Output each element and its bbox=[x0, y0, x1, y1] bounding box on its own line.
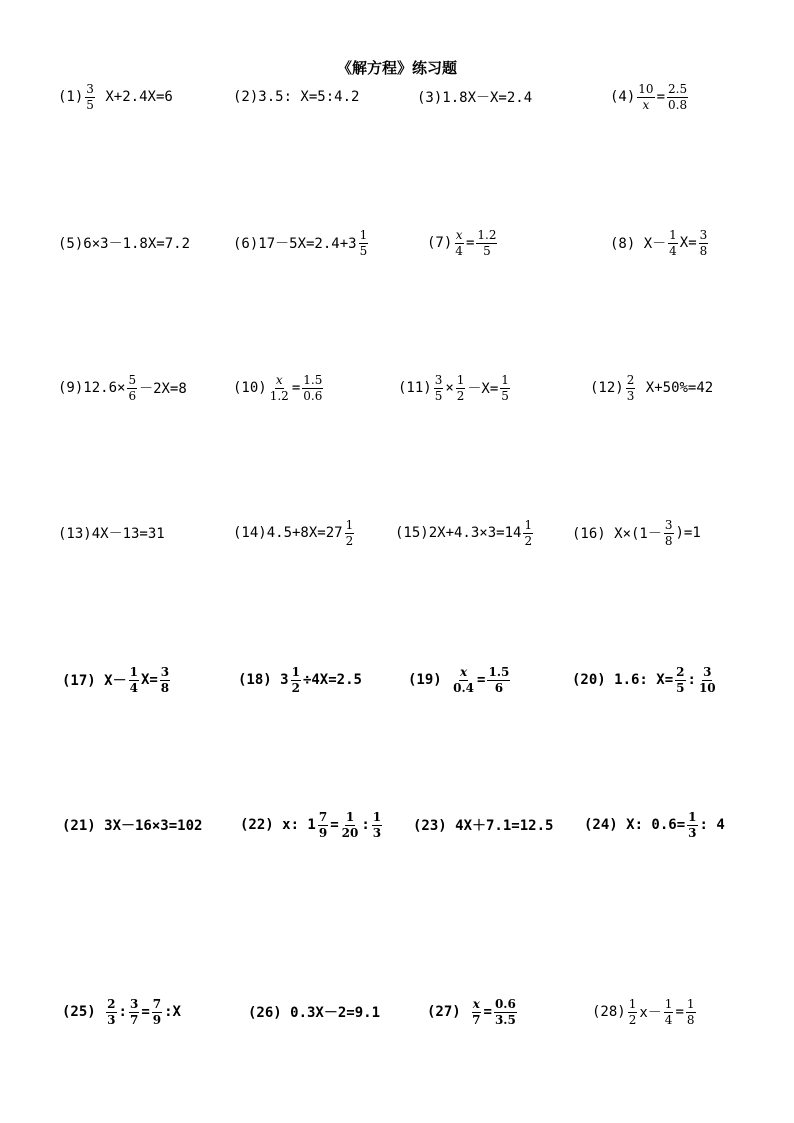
equation-problem bbox=[58, 77, 173, 117]
equation-problem bbox=[395, 513, 535, 553]
fraction-numerator: 3 bbox=[699, 227, 708, 242]
equation-problem bbox=[62, 660, 172, 700]
equation-text: (7) bbox=[427, 235, 453, 251]
fraction-numerator: 1 bbox=[688, 809, 697, 824]
fraction-numerator: 3 bbox=[86, 81, 94, 96]
equation-problem bbox=[590, 368, 713, 408]
problem-row bbox=[0, 992, 794, 1032]
fraction-numerator: 0.6 bbox=[494, 996, 516, 1011]
fraction-denominator: 5 bbox=[86, 97, 94, 112]
fraction-denominator: 2 bbox=[628, 1012, 637, 1027]
equation-text: (5)6×3－1.8X=7.2 bbox=[58, 236, 191, 252]
equation-text: (24) X: 0.6= bbox=[584, 817, 686, 833]
fraction bbox=[456, 374, 466, 402]
equation-problem bbox=[62, 805, 202, 845]
equation-problem bbox=[233, 77, 359, 117]
equation-text: (3)1.8X－X=2.4 bbox=[417, 90, 533, 106]
fraction-denominator: 4 bbox=[669, 243, 677, 258]
fraction-numerator: 1.5 bbox=[488, 664, 510, 679]
fraction bbox=[160, 666, 170, 694]
equation-text: (14)4.5+8X=27 bbox=[233, 525, 343, 541]
fraction bbox=[487, 666, 510, 694]
fraction bbox=[523, 519, 533, 547]
fraction bbox=[434, 374, 444, 402]
equation-text: = bbox=[465, 235, 475, 251]
fraction bbox=[85, 83, 95, 111]
problem-row bbox=[0, 660, 794, 700]
fraction-numerator: 2 bbox=[626, 372, 635, 387]
fraction-denominator: 2 bbox=[345, 533, 354, 548]
fraction bbox=[372, 811, 382, 839]
fraction-denominator: 2 bbox=[524, 533, 533, 548]
fraction-denominator: 5 bbox=[501, 388, 509, 403]
fraction bbox=[269, 374, 290, 402]
fraction bbox=[129, 998, 139, 1026]
equation-text: (4) bbox=[610, 89, 636, 105]
equation-text: = bbox=[477, 672, 486, 688]
fraction bbox=[687, 811, 697, 839]
fraction bbox=[341, 811, 360, 839]
fraction-numerator: 1.5 bbox=[303, 372, 323, 387]
fraction-denominator: 20 bbox=[341, 825, 359, 840]
fraction-numerator: x bbox=[455, 227, 463, 242]
fraction bbox=[152, 998, 162, 1026]
fraction-numerator: 3 bbox=[129, 996, 139, 1011]
fraction bbox=[698, 666, 717, 694]
fraction bbox=[667, 83, 688, 111]
page-title: 《解方程》练习题 bbox=[336, 59, 457, 77]
fraction-denominator: 0.6 bbox=[303, 388, 323, 403]
equation-text: : bbox=[118, 1004, 127, 1020]
fraction-denominator: 3 bbox=[372, 825, 382, 840]
fraction-denominator: 4 bbox=[455, 243, 463, 258]
equation-text: = bbox=[483, 1004, 492, 1020]
fraction-denominator: 5 bbox=[483, 243, 491, 258]
fraction-numerator: 5 bbox=[128, 372, 137, 387]
fraction-numerator: 1 bbox=[664, 996, 673, 1011]
fraction-numerator: 1 bbox=[456, 372, 465, 387]
equation-problem bbox=[238, 660, 362, 700]
fraction-denominator: 0.4 bbox=[453, 680, 475, 695]
equation-text: (19) bbox=[408, 672, 451, 688]
equation-problem bbox=[58, 223, 190, 263]
fraction-denominator: 6 bbox=[128, 388, 137, 403]
equation-text: ÷4X=2.5 bbox=[302, 672, 362, 688]
equation-text: (11) bbox=[398, 380, 432, 396]
equation-text: = bbox=[291, 380, 301, 396]
equation-problem bbox=[398, 368, 512, 408]
fraction-numerator: 2 bbox=[676, 664, 685, 679]
fraction bbox=[699, 229, 709, 257]
fraction-numerator: 1 bbox=[345, 809, 355, 824]
fraction-denominator: 5 bbox=[676, 680, 685, 695]
fraction-numerator: 7 bbox=[318, 809, 328, 824]
equation-text: (25) bbox=[62, 1004, 105, 1020]
fraction-numerator: 1 bbox=[628, 996, 637, 1011]
equation-text: (2)3.5: X=5:4.2 bbox=[233, 89, 360, 105]
equation-text: (15)2X+4.3×3=14 bbox=[395, 525, 522, 541]
fraction bbox=[664, 519, 674, 547]
fraction bbox=[668, 229, 678, 257]
equation-text: : bbox=[687, 672, 696, 688]
fraction-denominator: 5 bbox=[434, 388, 443, 403]
equation-text: (18) 3 bbox=[238, 672, 289, 688]
fraction bbox=[454, 229, 464, 257]
fraction bbox=[452, 666, 475, 694]
equation-problem bbox=[417, 77, 532, 117]
fraction-numerator: 1 bbox=[291, 664, 300, 679]
fraction-numerator: 1 bbox=[524, 517, 533, 532]
equation-problem bbox=[584, 805, 725, 845]
fraction bbox=[129, 666, 139, 694]
fraction-numerator: 1 bbox=[686, 996, 695, 1011]
fraction bbox=[471, 998, 481, 1026]
fraction-denominator: 3.5 bbox=[494, 1012, 516, 1027]
fraction-denominator: 0.8 bbox=[668, 97, 688, 112]
equation-problem bbox=[233, 223, 370, 263]
fraction bbox=[626, 374, 636, 402]
fraction bbox=[476, 229, 497, 257]
equation-text: )=1 bbox=[675, 525, 701, 541]
equation-text: : bbox=[361, 817, 370, 833]
equation-problem bbox=[610, 77, 690, 117]
equation-text: (26) 0.3X－2=9.1 bbox=[248, 1005, 381, 1021]
fraction-denominator: 2 bbox=[291, 680, 300, 695]
fraction-denominator: 9 bbox=[318, 825, 328, 840]
fraction-denominator: x bbox=[642, 97, 650, 112]
fraction-numerator: 1 bbox=[669, 227, 677, 242]
equation-problem bbox=[233, 513, 356, 553]
fraction-denominator: 1.2 bbox=[269, 388, 289, 403]
fraction-numerator: x bbox=[460, 664, 468, 679]
equation-problem bbox=[572, 513, 701, 553]
fraction-numerator: 3 bbox=[434, 372, 443, 387]
equation-text: × bbox=[445, 380, 454, 396]
equation-text: X= bbox=[679, 235, 697, 251]
fraction-numerator: 1 bbox=[345, 517, 354, 532]
equation-text: (16) X×(1－ bbox=[572, 526, 662, 542]
equation-text: x－ bbox=[639, 1005, 662, 1021]
equation-text: (27) bbox=[427, 1004, 470, 1020]
equation-text: :X bbox=[164, 1004, 181, 1020]
fraction-numerator: 1 bbox=[501, 372, 509, 387]
fraction-numerator: 2 bbox=[107, 996, 116, 1011]
equation-text: (17) X－ bbox=[62, 673, 127, 689]
fraction-denominator: 8 bbox=[664, 533, 673, 548]
problem-row bbox=[0, 77, 794, 117]
fraction bbox=[302, 374, 323, 402]
equation-text: X+50%=42 bbox=[637, 380, 714, 396]
fraction-denominator: 8 bbox=[686, 1012, 695, 1027]
equation-problem bbox=[408, 660, 512, 700]
equation-text: = bbox=[141, 1004, 150, 1020]
fraction-denominator: 4 bbox=[129, 680, 138, 695]
fraction-denominator: 4 bbox=[664, 1012, 673, 1027]
fraction bbox=[637, 83, 654, 111]
fraction-denominator: 7 bbox=[129, 1012, 139, 1027]
fraction-denominator: 5 bbox=[359, 243, 368, 258]
fraction-numerator: 1 bbox=[359, 227, 368, 242]
fraction-numerator: 1.2 bbox=[477, 227, 497, 242]
fraction-numerator: 1 bbox=[129, 664, 138, 679]
equation-text: X+2.4X=6 bbox=[96, 89, 173, 105]
fraction-denominator: 3 bbox=[107, 1012, 116, 1027]
equation-text: (13)4X－13=31 bbox=[58, 526, 165, 542]
fraction bbox=[500, 374, 510, 402]
equation-text: (9)12.6× bbox=[58, 380, 126, 396]
equation-text: = bbox=[675, 1004, 684, 1020]
equation-problem bbox=[248, 992, 380, 1032]
equation-problem bbox=[592, 992, 698, 1032]
equation-text: (21) 3X－16×3=102 bbox=[62, 818, 203, 834]
fraction bbox=[318, 811, 328, 839]
fraction bbox=[291, 666, 301, 694]
fraction bbox=[345, 519, 355, 547]
fraction bbox=[494, 998, 517, 1026]
equation-problem bbox=[610, 223, 710, 263]
fraction-denominator: 10 bbox=[698, 680, 716, 695]
fraction bbox=[675, 666, 685, 694]
fraction bbox=[127, 374, 137, 402]
fraction-denominator: 2 bbox=[456, 388, 465, 403]
equation-problem bbox=[572, 660, 719, 700]
equation-text: (23) 4X＋7.1=12.5 bbox=[413, 818, 554, 834]
equation-text: (12) bbox=[590, 380, 624, 396]
fraction-denominator: 3 bbox=[688, 825, 697, 840]
equation-text: (8) X－ bbox=[610, 236, 667, 252]
problem-row bbox=[0, 368, 794, 408]
equation-text: －X= bbox=[467, 381, 499, 397]
equation-problem bbox=[240, 805, 384, 845]
fraction bbox=[359, 229, 369, 257]
equation-text: (28) bbox=[592, 1004, 626, 1020]
fraction-denominator: 7 bbox=[472, 1012, 481, 1027]
equation-text: (1) bbox=[58, 89, 84, 105]
fraction-numerator: 7 bbox=[152, 996, 162, 1011]
equation-problem bbox=[62, 992, 181, 1032]
fraction-numerator: 3 bbox=[160, 664, 170, 679]
problem-row bbox=[0, 805, 794, 845]
fraction-denominator: 8 bbox=[160, 680, 170, 695]
fraction-numerator: 10 bbox=[638, 81, 654, 96]
equation-text: (20) 1.6: X= bbox=[572, 672, 674, 688]
problem-row bbox=[0, 513, 794, 553]
fraction bbox=[628, 998, 638, 1026]
fraction-numerator: x bbox=[472, 996, 480, 1011]
equation-text: = bbox=[656, 89, 666, 105]
fraction-denominator: 9 bbox=[152, 1012, 162, 1027]
equation-text: = bbox=[330, 817, 339, 833]
equation-problem bbox=[413, 805, 553, 845]
equation-text: (22) x: 1 bbox=[240, 817, 316, 833]
fraction-numerator: 3 bbox=[664, 517, 673, 532]
fraction bbox=[106, 998, 116, 1026]
fraction bbox=[664, 998, 674, 1026]
problem-row bbox=[0, 223, 794, 263]
equation-text: : 4 bbox=[699, 817, 725, 833]
fraction-denominator: 6 bbox=[494, 680, 504, 695]
fraction-numerator: 3 bbox=[703, 664, 712, 679]
equation-text: (6)17－5X=2.4+3 bbox=[233, 236, 357, 252]
equation-problem bbox=[427, 223, 499, 263]
fraction-denominator: 3 bbox=[626, 388, 635, 403]
fraction bbox=[686, 998, 696, 1026]
equation-text: －2X=8 bbox=[139, 381, 187, 397]
equation-text: X= bbox=[140, 672, 158, 688]
equation-problem bbox=[58, 513, 165, 553]
fraction-numerator: 1 bbox=[372, 809, 382, 824]
fraction-numerator: x bbox=[275, 372, 283, 387]
equation-problem bbox=[427, 992, 519, 1032]
fraction-denominator: 8 bbox=[699, 243, 708, 258]
fraction-numerator: 2.5 bbox=[668, 81, 688, 96]
equation-problem bbox=[58, 368, 187, 408]
equation-text: (10) bbox=[233, 380, 267, 396]
equation-problem bbox=[233, 368, 325, 408]
